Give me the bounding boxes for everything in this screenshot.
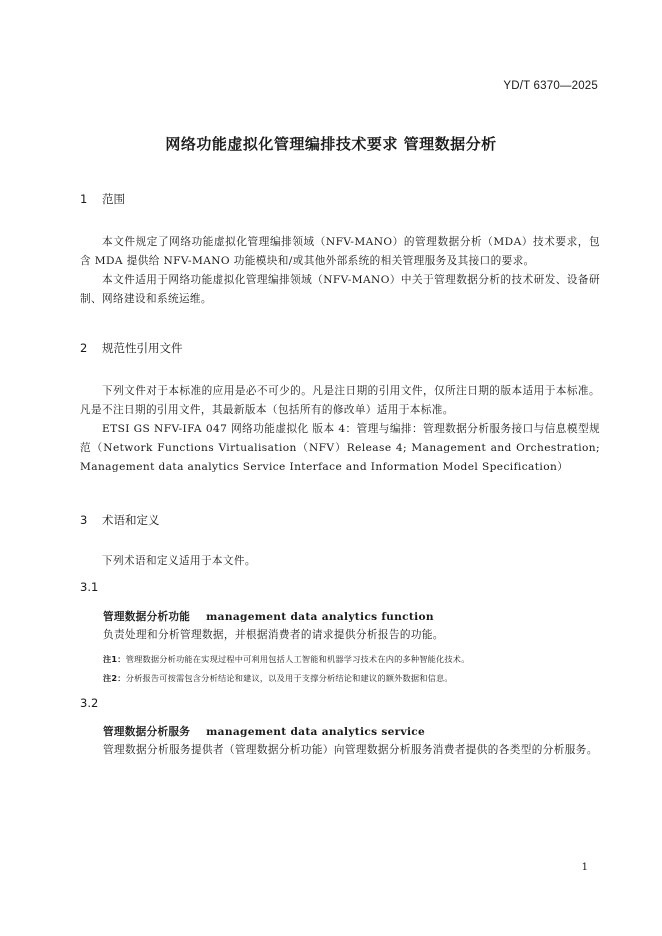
term-zh: 管理数据分析服务 bbox=[103, 726, 191, 738]
term-heading bbox=[103, 724, 425, 739]
paragraph: 本文件适用于网络功能虚拟化管理编排领域（NFV-MANO）中关于管理数据分析的技术研发、设备研制、网络建设和系统运维。 bbox=[80, 274, 600, 305]
section-2-heading bbox=[80, 340, 183, 356]
section-3-heading bbox=[80, 512, 160, 528]
term-definition: 负责处理和分析管理数据，并根据消费者的请求提供分析报告的功能。 bbox=[103, 629, 444, 641]
section-2-body bbox=[80, 382, 600, 477]
term-number: 3.1 bbox=[80, 580, 99, 594]
section-1-body bbox=[80, 233, 600, 309]
term-note bbox=[103, 654, 470, 665]
section-number: 2 bbox=[80, 341, 88, 355]
section-title: 术语和定义 bbox=[102, 513, 160, 527]
section-number: 1 bbox=[80, 192, 88, 206]
term-heading bbox=[103, 609, 434, 624]
section-3-body bbox=[80, 552, 600, 571]
note-label: 注1： bbox=[103, 654, 126, 664]
term-zh: 管理数据分析功能 bbox=[103, 611, 191, 623]
paragraph: ETSI GS NFV-IFA 047 网络功能虚拟化 版本 4：管理与编排：管理数据分析服务接口与信息模型规范（Network Functions Virtualisation（NFV）Release 4; Management and Orchestration; Management data analytics Service Interface and Information Model Specification） bbox=[80, 423, 600, 473]
term-definition: 管理数据分析服务提供者（管理数据分析功能）向管理数据分析服务消费者提供的各类型的分析服务。 bbox=[103, 744, 598, 756]
page-number: 1 bbox=[581, 862, 588, 873]
term-number: 3.2 bbox=[80, 696, 99, 710]
term-en: management data analytics service bbox=[206, 726, 426, 738]
section-number: 3 bbox=[80, 513, 88, 527]
term-en: management data analytics function bbox=[206, 611, 434, 623]
section-title: 范围 bbox=[102, 192, 125, 206]
note-text: 分析报告可按需包含分析结论和建议，以及用于支撑分析结论和建议的额外数据和信息。 bbox=[125, 673, 453, 683]
note-label: 注2： bbox=[103, 673, 126, 683]
paragraph: 下列文件对于本标准的应用是必不可少的。凡是注日期的引用文件，仅所注日期的版本适用于本标准。凡是不注日期的引用文件，其最新版本（包括所有的修改单）适用于本标准。 bbox=[80, 385, 600, 416]
section-1-heading bbox=[80, 191, 125, 207]
paragraph: 本文件规定了网络功能虚拟化管理编排领域（NFV-MANO）的管理数据分析（MDA）技术要求，包含 MDA 提供给 NFV-MANO 功能模块和/或其他外部系统的相关管理服务及其接口的要求。 bbox=[80, 236, 600, 267]
paragraph: 下列术语和定义适用于本文件。 bbox=[102, 555, 256, 567]
note-text: 管理数据分析功能在实现过程中可利用包括人工智能和机器学习技术在内的多种智能化技术。 bbox=[125, 654, 470, 664]
document-title: 网络功能虚拟化管理编排技术要求 管理数据分析 bbox=[165, 135, 497, 153]
document-code: YD/T 6370—2025 bbox=[503, 80, 598, 92]
section-title: 规范性引用文件 bbox=[102, 341, 183, 355]
term-note bbox=[103, 673, 453, 684]
